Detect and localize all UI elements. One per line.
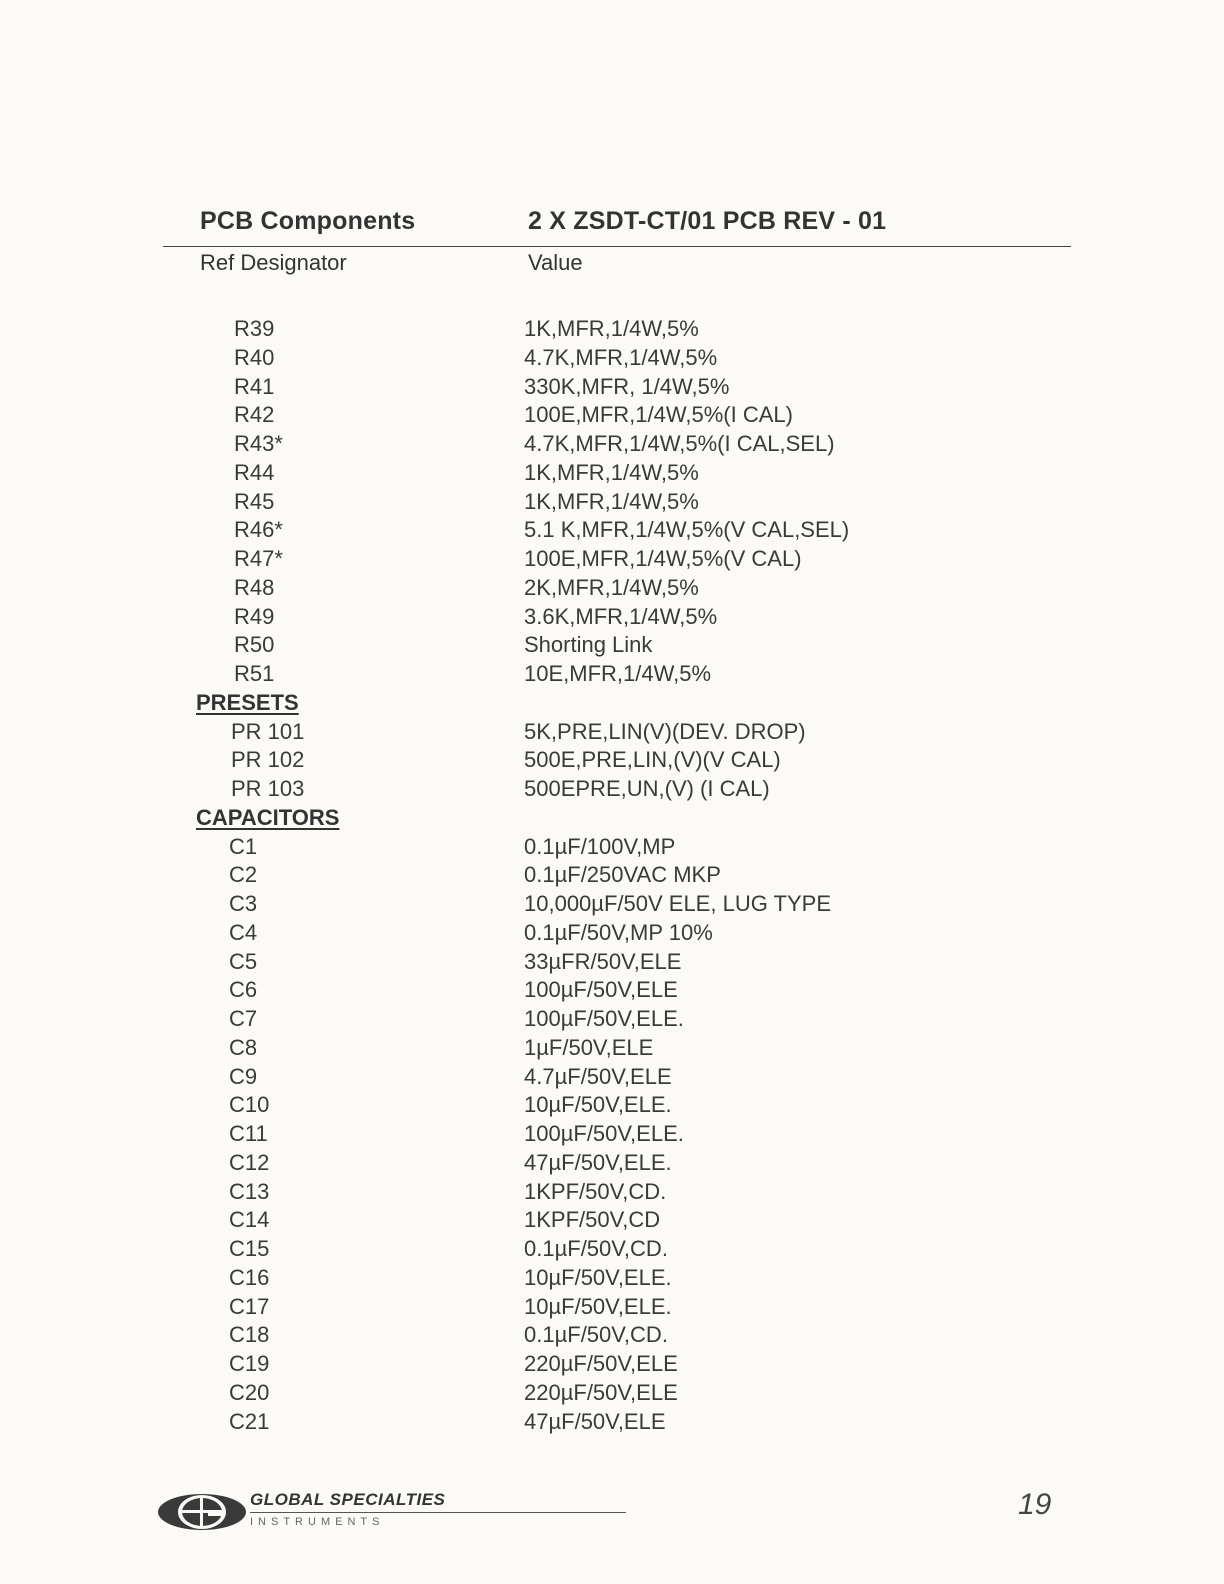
component-list bbox=[0, 315, 1224, 1436]
component-row bbox=[0, 660, 1224, 689]
ref-designator: C9 bbox=[229, 1063, 258, 1089]
component-row bbox=[0, 401, 1224, 430]
component-row bbox=[0, 1206, 1224, 1235]
ref-designator: C11 bbox=[229, 1121, 268, 1146]
ref-designator: C21 bbox=[229, 1408, 270, 1434]
component-row bbox=[0, 833, 1224, 862]
ref-designator: C12 bbox=[229, 1149, 270, 1175]
component-value: 1K,MFR,1/4W,5% bbox=[524, 488, 699, 514]
ref-designator: R46* bbox=[234, 517, 283, 543]
section-heading-row bbox=[0, 804, 1224, 833]
ref-designator: R51 bbox=[234, 661, 275, 686]
component-value: 10E,MFR,1/4W,5% bbox=[524, 661, 712, 686]
ref-designator: C6 bbox=[229, 977, 258, 1003]
ref-designator: C4 bbox=[229, 919, 258, 945]
ref-designator: R43* bbox=[234, 431, 283, 456]
ref-designator: R41 bbox=[234, 373, 275, 399]
component-value: 5.1 K,MFR,1/4W,5%(V CAL,SEL) bbox=[524, 517, 850, 543]
component-row bbox=[0, 1149, 1224, 1178]
ref-designator: C15 bbox=[229, 1236, 270, 1261]
ref-designator: C18 bbox=[229, 1322, 270, 1348]
component-value: 0.1µF/50V,CD. bbox=[524, 1322, 668, 1348]
column-header-ref: Ref Designator bbox=[200, 250, 347, 275]
component-row bbox=[0, 603, 1224, 632]
component-value: 100µF/50V,ELE bbox=[524, 977, 678, 1003]
component-value: 33µFR/50V,ELE bbox=[524, 948, 682, 974]
component-value: 0.1µF/100V,MP bbox=[524, 833, 676, 859]
component-row bbox=[0, 1120, 1224, 1149]
ref-designator: PR 103 bbox=[231, 776, 305, 801]
component-row bbox=[0, 1063, 1224, 1092]
component-row bbox=[0, 631, 1224, 660]
component-value: 3.6K,MFR,1/4W,5% bbox=[524, 603, 718, 629]
ref-designator: C1 bbox=[229, 833, 258, 859]
header-title-right: 2 X ZSDT-CT/01 PCB REV - 01 bbox=[528, 207, 887, 235]
ref-designator: C19 bbox=[229, 1351, 270, 1376]
component-value: 1K,MFR,1/4W,5% bbox=[524, 316, 699, 341]
component-value: 1KPF/50V,CD. bbox=[524, 1178, 667, 1204]
component-value: 1K,MFR,1/4W,5% bbox=[524, 459, 699, 485]
component-value: 0.1µF/50V,CD. bbox=[524, 1236, 668, 1261]
component-row bbox=[0, 746, 1224, 775]
ref-designator: C7 bbox=[229, 1006, 258, 1031]
component-row bbox=[0, 718, 1224, 747]
component-row bbox=[0, 488, 1224, 517]
ref-designator: PR 101 bbox=[231, 718, 305, 744]
component-row bbox=[0, 1350, 1224, 1379]
component-value: 10µF/50V,ELE. bbox=[524, 1264, 672, 1290]
ref-designator: C10 bbox=[229, 1092, 270, 1118]
component-row bbox=[0, 775, 1224, 804]
header-title-left: PCB Components bbox=[200, 207, 416, 235]
ref-designator: PR 102 bbox=[231, 747, 305, 773]
ref-designator: C8 bbox=[229, 1034, 258, 1060]
component-value: 1µF/50V,ELE bbox=[524, 1034, 654, 1060]
component-value: 220µF/50V,ELE bbox=[524, 1351, 678, 1376]
component-value: 2K,MFR,1/4W,5% bbox=[524, 574, 699, 600]
column-header-value: Value bbox=[528, 250, 583, 275]
component-value: 330K,MFR, 1/4W,5% bbox=[524, 373, 730, 399]
component-row bbox=[0, 459, 1224, 488]
component-row bbox=[0, 1408, 1224, 1437]
component-row bbox=[0, 919, 1224, 948]
ref-designator: C17 bbox=[229, 1293, 270, 1319]
component-row bbox=[0, 344, 1224, 373]
globe-logo-icon bbox=[156, 1490, 248, 1534]
component-value: 4.7K,MFR,1/4W,5%(I CAL,SEL) bbox=[524, 431, 835, 456]
ref-designator: R42 bbox=[234, 402, 275, 428]
ref-designator: C14 bbox=[229, 1207, 270, 1233]
component-value: 10,000µF/50V ELE, LUG TYPE bbox=[524, 891, 831, 916]
component-value: 4.7K,MFR,1/4W,5% bbox=[524, 344, 718, 370]
component-row bbox=[0, 861, 1224, 890]
component-row bbox=[0, 315, 1224, 344]
component-row bbox=[0, 1034, 1224, 1063]
component-row bbox=[0, 1091, 1224, 1120]
component-value: 100E,MFR,1/4W,5%(V CAL) bbox=[524, 546, 802, 571]
component-value: 47µF/50V,ELE bbox=[524, 1408, 666, 1434]
ref-designator: R40 bbox=[234, 344, 275, 370]
component-value: 100µF/50V,ELE. bbox=[524, 1006, 684, 1031]
component-value: 4.7µF/50V,ELE bbox=[524, 1063, 672, 1089]
component-row bbox=[0, 516, 1224, 545]
component-value: 10µF/50V,ELE. bbox=[524, 1293, 672, 1319]
component-row bbox=[0, 1235, 1224, 1264]
component-row bbox=[0, 373, 1224, 402]
component-row bbox=[0, 1178, 1224, 1207]
header-rule bbox=[163, 246, 1071, 247]
ref-designator: C13 bbox=[229, 1178, 270, 1204]
component-row bbox=[0, 1379, 1224, 1408]
component-row bbox=[0, 976, 1224, 1005]
component-row bbox=[0, 545, 1224, 574]
component-value: 10µF/50V,ELE. bbox=[524, 1092, 672, 1118]
section-heading-row bbox=[0, 689, 1224, 718]
component-row bbox=[0, 1293, 1224, 1322]
component-row bbox=[0, 948, 1224, 977]
component-value: 100E,MFR,1/4W,5%(I CAL) bbox=[524, 402, 793, 428]
component-value: 500E,PRE,LIN,(V)(V CAL) bbox=[524, 747, 781, 773]
component-row bbox=[0, 1005, 1224, 1034]
component-value: 0.1µF/50V,MP 10% bbox=[524, 919, 713, 945]
component-row bbox=[0, 1264, 1224, 1293]
component-row bbox=[0, 890, 1224, 919]
component-value: 47µF/50V,ELE. bbox=[524, 1149, 672, 1175]
component-row bbox=[0, 430, 1224, 459]
ref-designator: R47* bbox=[234, 546, 283, 571]
page-number: 19 bbox=[1018, 1488, 1052, 1521]
component-value: Shorting Link bbox=[524, 632, 653, 658]
ref-designator: C5 bbox=[229, 948, 258, 974]
component-row bbox=[0, 574, 1224, 603]
section-heading: CAPACITORS bbox=[196, 804, 340, 830]
component-value: 100µF/50V,ELE. bbox=[524, 1121, 684, 1146]
ref-designator: R49 bbox=[234, 603, 275, 629]
brand-name: GLOBAL SPECIALTIES bbox=[250, 1490, 446, 1509]
ref-designator: C3 bbox=[229, 891, 258, 916]
ref-designator: R44 bbox=[234, 459, 275, 485]
component-value: 220µF/50V,ELE bbox=[524, 1379, 678, 1405]
component-value: 500EPRE,UN,(V) (I CAL) bbox=[524, 776, 770, 801]
component-value: 1KPF/50V,CD bbox=[524, 1207, 661, 1233]
ref-designator: C2 bbox=[229, 862, 258, 888]
ref-designator: R39 bbox=[234, 316, 275, 341]
component-row bbox=[0, 1321, 1224, 1350]
component-value: 5K,PRE,LIN(V)(DEV. DROP) bbox=[524, 718, 806, 744]
ref-designator: C20 bbox=[229, 1379, 270, 1405]
ref-designator: R48 bbox=[234, 574, 275, 600]
ref-designator: R50 bbox=[234, 632, 275, 658]
component-value: 0.1µF/250VAC MKP bbox=[524, 862, 721, 888]
ref-designator: C16 bbox=[229, 1264, 270, 1290]
brand-subtitle: INSTRUMENTS bbox=[250, 1516, 385, 1528]
section-heading: PRESETS bbox=[196, 689, 299, 715]
brand-rule bbox=[250, 1512, 626, 1513]
ref-designator: R45 bbox=[234, 488, 275, 514]
